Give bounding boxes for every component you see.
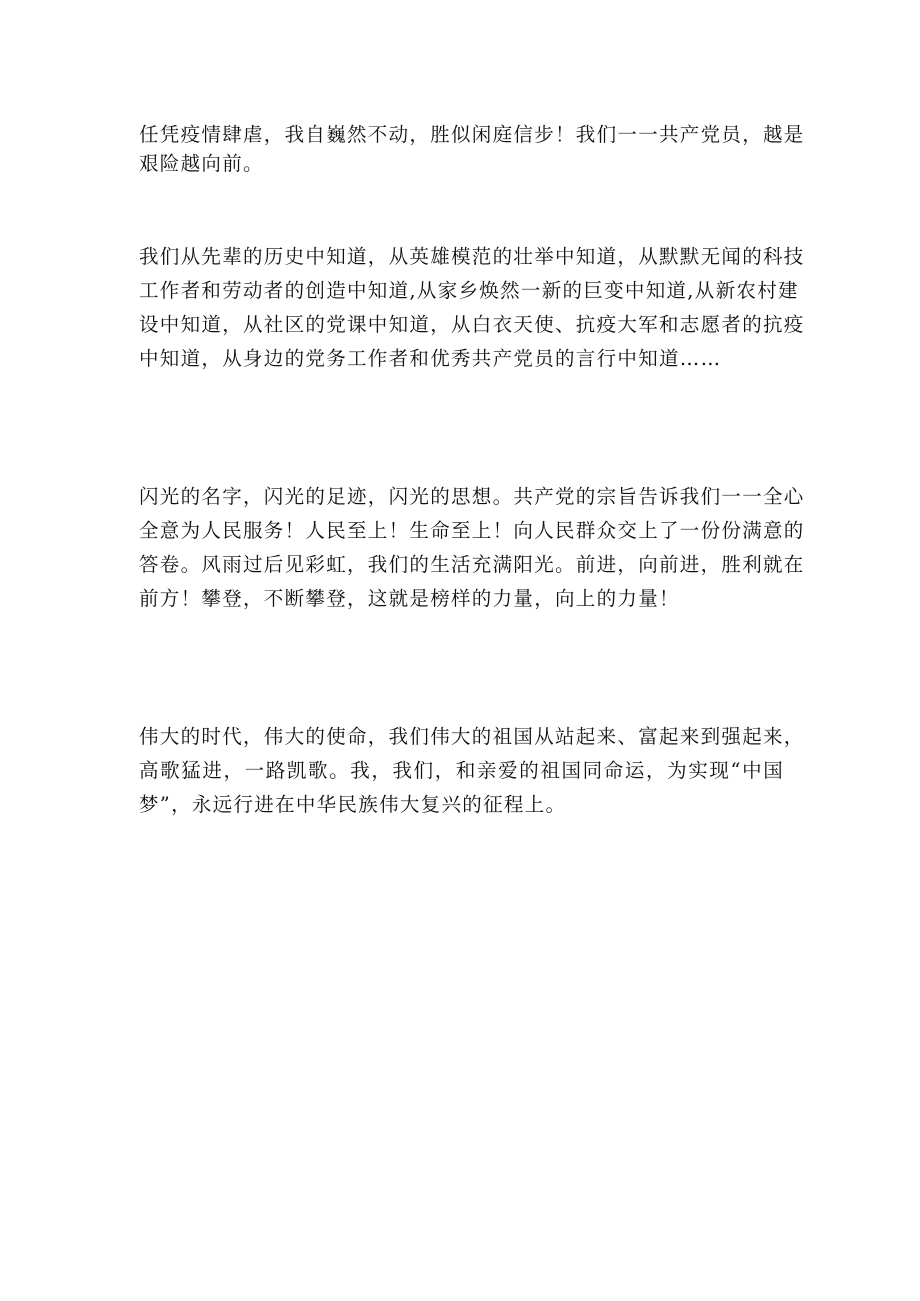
paragraph-line: 我们从先辈的历史中知道，从英雄模范的壮举中知道，从默默无闻的科技	[139, 245, 805, 268]
paragraph-2	[139, 240, 805, 376]
paragraph-line: 前方！攀登，不断攀登，这就是榜样的力量，向上的力量！	[139, 587, 680, 610]
paragraph-1	[139, 120, 805, 178]
paragraph-line: 艰险越向前。	[139, 152, 264, 175]
paragraph-line: 闪光的名字，闪光的足迹，闪光的思想。共产党的宗旨告诉我们一一全心	[139, 485, 805, 508]
paragraph-line: 任凭疫情肆虐，我自巍然不动，胜似闲庭信步！我们一一共产党员，越是	[139, 123, 805, 146]
paragraph-line: 工作者和劳动者的创造中知道,从家乡焕然一新的巨变中知道,从新农村建	[139, 279, 799, 302]
paragraph-3	[139, 480, 805, 616]
paragraph-line: 梦”，永远行进在中华民族伟大复兴的征程上。	[139, 793, 567, 816]
paragraph-4	[139, 720, 805, 822]
paragraph-line: 伟大的时代，伟大的使命，我们伟大的祖国从站起来、富起来到强起来，	[139, 725, 805, 748]
paragraph-line: 设中知道，从社区的党课中知道，从白衣天使、抗疫大军和志愿者的抗疫	[139, 313, 805, 336]
paragraph-line: 中知道，从身边的党务工作者和优秀共产党员的言行中知道……	[139, 347, 722, 370]
paragraph-line: 答卷。风雨过后见彩虹，我们的生活充满阳光。前进，向前进，胜利就在	[139, 553, 805, 576]
paragraph-line: 全意为人民服务！人民至上！生命至上！向人民群众交上了一份份满意的	[139, 519, 805, 542]
paragraph-line: 高歌猛进，一路凯歌。我，我们，和亲爱的祖国同命运，为实现“中国	[139, 759, 784, 782]
